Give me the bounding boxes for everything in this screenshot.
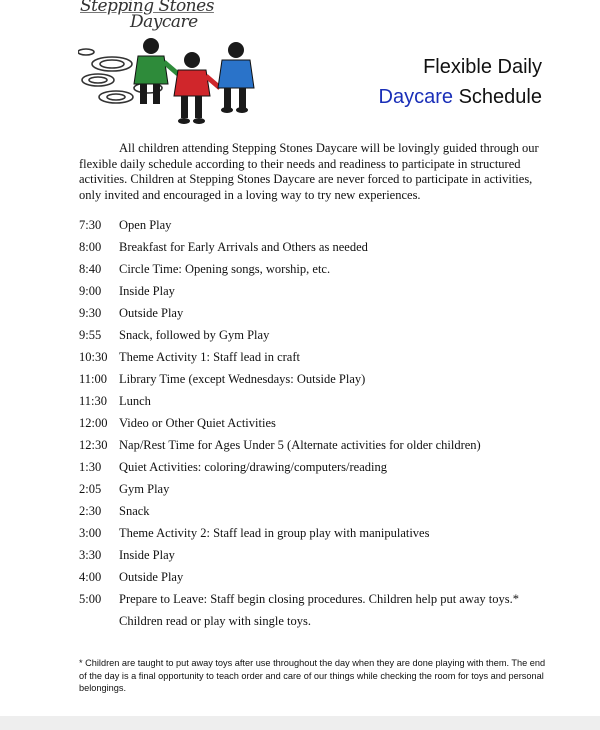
schedule-activity: Gym Play	[119, 482, 170, 496]
schedule-time: 8:00	[79, 240, 102, 254]
schedule-row	[79, 324, 559, 346]
schedule-activity: Snack, followed by Gym Play	[119, 328, 270, 342]
logo-text-line1: Stepping Stones	[80, 0, 214, 16]
schedule-time: 11:00	[79, 372, 108, 386]
schedule-time: 3:30	[79, 548, 102, 562]
schedule-time: 1:30	[79, 460, 102, 474]
schedule-activity: Video or Other Quiet Activities	[119, 416, 276, 430]
schedule-activity: Nap/Rest Time for Ages Under 5 (Alternate activities for older children)	[119, 438, 481, 452]
schedule-activity: Theme Activity 2: Staff lead in group play with manipulatives	[119, 526, 430, 540]
schedule-row	[79, 522, 559, 544]
daycare-logo	[78, 0, 263, 135]
title-line2	[379, 86, 542, 109]
schedule-row	[79, 302, 559, 324]
schedule-activity: Inside Play	[119, 284, 175, 298]
schedule-time: 9:55	[79, 328, 102, 342]
schedule-time: 3:00	[79, 526, 102, 540]
schedule-activity: Prepare to Leave: Staff begin closing procedures. Children help put away toys.*	[119, 592, 520, 606]
schedule-row	[79, 610, 559, 632]
schedule-time: 12:00	[79, 416, 108, 430]
schedule-activity: Children read or play with single toys.	[119, 614, 311, 628]
schedule-time: 7:30	[79, 218, 102, 232]
schedule-row	[79, 258, 559, 280]
footnote: * Children are taught to put away toys after use throughout the day when they are done playing with them. The end of the day is a final opportunity to teach order and care of our things while checking the room for toys and personal belongings.	[79, 658, 546, 693]
schedule-activity: Library Time (except Wednesdays: Outside Play)	[119, 372, 366, 386]
schedule-activity: Theme Activity 1: Staff lead in craft	[119, 350, 300, 364]
schedule-row	[79, 478, 559, 500]
schedule-time: 2:05	[79, 482, 102, 496]
schedule-row	[79, 368, 559, 390]
title-line1: Flexible Daily	[423, 56, 542, 78]
schedule-activity: Circle Time: Opening songs, worship, etc.	[119, 262, 331, 276]
children-holding-hands-illustration	[78, 0, 263, 135]
schedule-activity: Lunch	[119, 394, 151, 408]
schedule-row	[79, 236, 559, 258]
schedule-time: 9:00	[79, 284, 102, 298]
schedule-activity: Outside Play	[119, 306, 184, 320]
schedule-time: 12:30	[79, 438, 108, 452]
title-accent-word: Daycare	[378, 86, 454, 108]
title-rest: Schedule	[453, 86, 542, 108]
schedule-time: 11:30	[79, 394, 108, 408]
schedule-activity: Quiet Activities: coloring/drawing/computers/reading	[119, 460, 387, 474]
schedule-time: 8:40	[79, 262, 102, 276]
schedule-time: 2:30	[79, 504, 102, 518]
schedule-activity: Snack	[119, 504, 150, 518]
logo-text-line2: Daycare	[130, 12, 198, 32]
schedule-activity: Outside Play	[119, 570, 184, 584]
schedule-time: 10:30	[79, 350, 108, 364]
schedule-row	[79, 456, 559, 478]
schedule-time: 5:00	[79, 592, 102, 606]
schedule-activity: Inside Play	[119, 548, 175, 562]
schedule-row	[79, 214, 559, 236]
schedule-row	[79, 500, 559, 522]
schedule-row	[79, 412, 559, 434]
schedule-row	[79, 280, 559, 302]
schedule-activity: Breakfast for Early Arrivals and Others as needed	[119, 240, 368, 254]
schedule-row	[79, 566, 559, 588]
schedule-list	[79, 214, 559, 632]
intro-paragraph: All children attending Stepping Stones Daycare will be lovingly guided through our flexible daily schedule according to their needs and readiness to participate in structured activities. Children at Stepping Stones Daycare are never forced to participate in activities, only invited and encouraged in a loving way to try new experiences.	[79, 141, 539, 202]
schedule-row	[79, 346, 559, 368]
schedule-time: 9:30	[79, 306, 102, 320]
schedule-row	[79, 434, 559, 456]
schedule-row	[79, 544, 559, 566]
schedule-row	[79, 588, 559, 610]
schedule-time: 4:00	[79, 570, 102, 584]
page-bottom-edge	[0, 716, 600, 730]
schedule-activity: Open Play	[119, 218, 172, 232]
schedule-row	[79, 390, 559, 412]
